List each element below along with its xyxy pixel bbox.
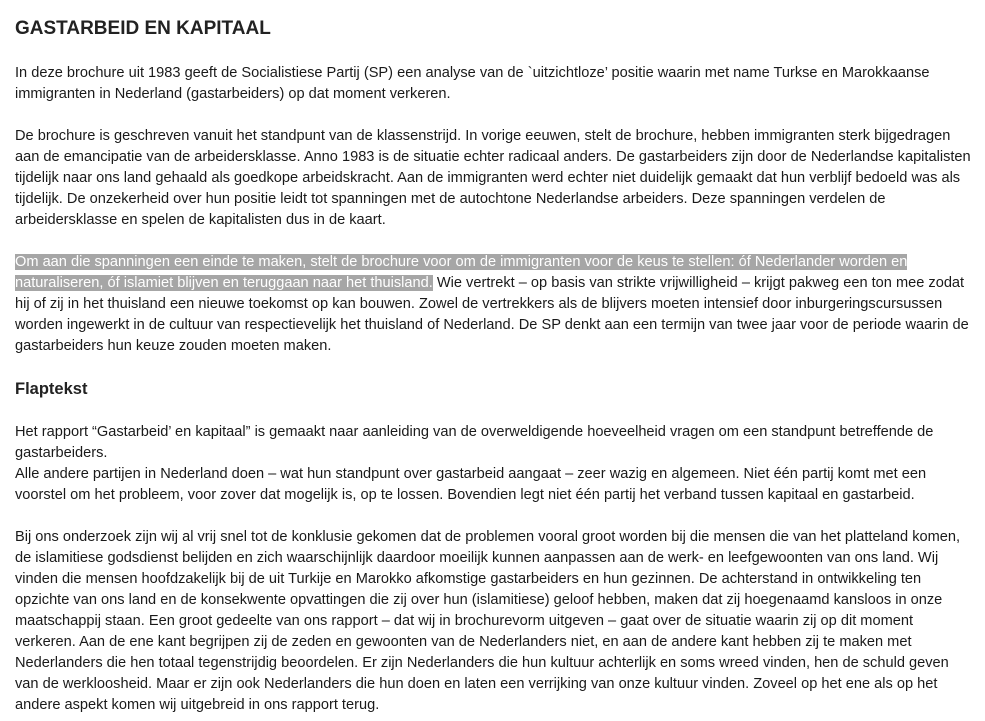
flaptekst-line-1: Het rapport “Gastarbeid’ en kapitaal” is gemaakt naar aanleiding van de overweldigende hoeveelheid vragen om een standpunt betreffende de gastarbeiders. [15, 424, 934, 461]
flaptekst-line-2: Alle andere partijen in Nederland doen – wat hun standpunt over gastarbeid aangaat – zeer wazig en algemeen. Niet één partij komt met een voorstel om het probleem, voor zover dat mogelijk is, op te lossen. Bovendien legt niet één partij het verband tussen kapitaal en gastarbeid. [15, 466, 927, 503]
intro-paragraph: In deze brochure uit 1983 geeft de Socialistiese Partij (SP) een analyse van de `uitzichtloze’ positie waarin met name Turkse en Marokkaanse immigranten in Nederland (gastarbeiders) op dat moment verkeren. [15, 65, 930, 102]
page-title: GASTARBEID EN KAPITAAL [15, 18, 271, 39]
proposal-rest-text: Wie vertrekt – op basis van strikte vrijwilligheid – krijgt pakweg een ton mee zodat hij of zij in het thuisland een nieuwe toekomst op kan bouwen. Zowel de vertrekkers als de blijvers moeten intensief door inburgeringscursussen worden ingewerkt in de cultuur van respectievelijk het thuisland of Nederland. De SP denkt aan een termijn van twee jaar voor de periode waarin de gastarbeiders hun keuze zouden moeten maken. [15, 275, 969, 354]
selected-text-highlight[interactable]: Om aan die spanningen een einde te maken, stelt de brochure voor om de immigranten voor de keus te stellen: óf Nederlander worden en naturaliseren, óf islamiet blijven en teruggaan naar het thuisland. [15, 254, 908, 291]
proposal-paragraph [15, 252, 975, 357]
flaptekst-heading: Flaptekst [15, 380, 88, 398]
class-struggle-paragraph: De brochure is geschreven vanuit het standpunt van de klassenstrijd. In vorige eeuwen, stelt de brochure, hebben immigranten sterk bijgedragen aan de emancipatie van de arbeidersklasse. Anno 1983 is de situatie echter radicaal anders. De gastarbeiders zijn door de Nederlandse kapitalisten tijdelijk naar ons land gehaald als goedkope arbeidskracht. Aan de immigranten werd echter niet duidelijk gemaakt dat hun verblijf bedoeld was als tijdelijk. De onzekerheid over hun positie leidt tot spanningen met de autochtone Nederlandse arbeiders. Deze spanningen verdelen de arbeidersklasse en spelen de kapitalisten dus in de kaart. [15, 128, 971, 228]
research-paragraph: Bij ons onderzoek zijn wij al vrij snel tot de konklusie gekomen dat de problemen vooral groot worden bij die mensen die van het platteland komen, de islamitiese godsdienst belijden en zich waarschijnlijk daardoor moeilijk kunnen aanpassen aan de werk- en leefgewoonten van ons land. Wij vinden die mensen hoofdzakelijk bij de uit Turkije en Marokko afkomstige gastarbeiders en hun gezinnen. De achterstand in ontwikkeling ten opzichte van ons land en de konsekwente opvattingen die zij over hun (islamitiese) geloof hebben, maken dat zij hoegenaamd kansloos in onze maatschappij staan. Een groot gedeelte van ons rapport – dat wij in brochurevorm uitgeven – gaat over de situatie waarin zij op dit moment verkeren. Aan de ene kant begrijpen zij de zeden en gewoonten van de Nederlanders niet, en aan de andere kant hebben zij te maken met Nederlanders die hen totaal tegenstrijdig beoordelen. Er zijn Nederlanders die hun kultuur achterlijk en soms wreed vinden, hen de schuld geven van de werkloosheid. Maar er zijn ook Nederlanders die hun doen en laten een verrijking van onze kultuur vinden. Zoveel op het ene als op het andere aspekt komen wij uitgebreid in ons rapport terug. [15, 529, 961, 713]
